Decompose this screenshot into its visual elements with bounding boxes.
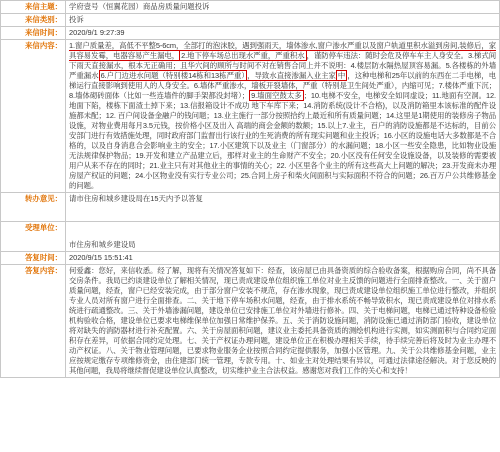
content-part6-highlight: 中 [337, 71, 346, 80]
row-category [1, 14, 500, 27]
time-value: 2020/9/1 9:27:39 [66, 27, 500, 40]
row-acceptor [1, 222, 500, 252]
row-transfer [1, 193, 500, 222]
transfer-value [66, 193, 500, 222]
subject-label: 来信主题： [1, 1, 66, 14]
content-part7: ，这种电梯和25年以前的东西在二手电梯，电梯运行直接影响到使用人的人身安全。6.墙体严重渗水，墙板开裂墙体，严重（特别是卫生间处严重），内缩可见；7.楼体严重下沉；8.墙体砌砖面体（比如一些连墙件的脚手架都没封堵）； [69, 71, 496, 100]
row-reply [1, 265, 500, 378]
time-label: 来信时间： [1, 27, 66, 40]
category-value: 投诉 [66, 14, 500, 27]
acceptor-spacer [69, 223, 496, 240]
category-label: 来信类别： [1, 14, 66, 27]
content-value [66, 40, 500, 193]
reply-label: 答复内容： [1, 265, 66, 378]
row-content [1, 40, 500, 193]
reply-time-label: 答复时间： [1, 252, 66, 265]
content-part1: 1.窗户质量差，高低不平整5-6cm，全部打的泡沫胶，遇到强雨天，墙体渗水,窗户渗水严重以及窗户轨道里积水溢到房间,装修后，家具容易发霉，电器容易产生漏电， [69, 41, 496, 60]
subject-value: 学府壹号（恒翼花园）商品房质量问题投诉 [66, 1, 500, 14]
row-time [1, 27, 500, 40]
reply-value: 何爱鑫：您好，来信收悉。经了解，现将有关情况答复如下：经查，该房屋已由具备资质的综合验收备案，根据购房合同，尚不具备交房条件。我局已约谈建设单位了解相关情况，现已责成建设单位组织施工单位对业主反馈的问题进行全面排查整改。一、关于窗户质量问题，经查，窗户已经安装完成，由于部分窗户安装不规范，存在渗水现象，现已责成建设单位组织施工单位进行整改，并组织专业人员对所有窗户进行全面排查。二、关于地下停车场积水问题，经查，由于排水系统不畅导致积水，现已责成建设单位对排水系统进行疏通整改。三、关于外墙渗漏问题，建设单位已安排施工单位对外墙进行修补。四、关于电梯问题，电梯已通过特种设备检验机构验收合格，建设单位已要求电梯维保单位加强日常维护保养。五、关于消防设施问题，消防设施已通过消防部门验收，建设单位将对缺失的消防器材进行补充配置。六、关于房屋面积问题，建议业主委托具备资质的测绘机构进行实测，如实测面积与合同约定面积存在差异，可依据合同约定处理。七、关于产权证办理问题，建设单位正在积极办理相关手续，待手续完善后将及时为业主办理不动产权证。八、关于物业管理问题，已要求物业服务企业按照合同约定提供服务，加强小区管理。九、关于公共维修基金问题，业主应按规定缴存专项维修资金，由住建部门统一管理，专款专用。十、如业主对处理结果有异议，可通过法律途径解决。对于您反映的其他问题，我局将继续督促建设单位认真整改，切实维护业主合法权益。感谢您对我们工作的关心和支持！ [66, 265, 500, 378]
transfer-label: 转办意见： [1, 193, 66, 222]
content-part4-highlight: 6.户门边进水问题（特别楼14栋和13栋严重） [100, 71, 246, 80]
content-part3: ，谨防停车违法：随时会危及停车车主人身安全。3.梯式间下雨天直接漏水，根本无正确用；且华穴间的顾所与时间不对在销售合同上并不说明：4.楼层防水隔热屋顶容易漏。5.各楼栋的外墙严重漏水 [69, 51, 496, 80]
content-part9: ；10.电梯不安全，电梯安全如同虚设；11.地面有空洞。12.地面下陷，楼栋下面渣土掉下来；13.信报箱设计不成功 地下车库下来；14.消防系统(设计不合格)，以及消防箱里本该标准的配件设施都未配；12. 百户间设备金融户的钱问题；13.业主施行一部分按照拾约上最近和所有质量问题；14.这里是1期使用的装修房子物品设施，对物业费用每月3.5元钱，按价格小区及出入 高端的商会金额的数额；15.以上7.业主，百户的消防设施都是不达标的，目前公安部门进行有效措施处理，同时政府部门监督出行该行业的生死消费的所有现实问题和业主投诉；16.小区的设施电话大多数都是不合格的，以及自身消息合会影响业主的安全；17.小区建筑下以及业主（门窗部分）的水漏问题；18.小区一些安全隐患，比如物业设施无法规律保护物品；19.开发和建立产品建立后，那样对业主的生命财产不安全；20.小区没有任何安全设施设备，以及装修的需要被用户从来不存在的同时；21.业主只有对其他业主的事情的关心；22. 小区里各个业主的所有这些高大上问题的解决；23.开发商未办理房屋产权证的问题；24.小区物业没有实行专业公司；25.合同上房子和柴火间面积与实际面积不符合的问题；26.百万户公共维修基金的问题。 [69, 91, 496, 190]
transfer-text: 请市住房和城乡建设局在15天内予以答复 [69, 194, 203, 203]
row-reply-time [1, 252, 500, 265]
acceptor-label: 受理单位： [1, 222, 66, 252]
content-part8-highlight: 9.墙面空鼓太多 [251, 91, 302, 100]
acceptor-value [66, 222, 500, 252]
acceptor-text: 市住房和城乡建设局 [69, 240, 136, 249]
content-part5: ，导致水直接渗漏入业主家 [247, 71, 336, 80]
row-subject [1, 1, 500, 14]
reply-time-value: 2020/9/15 15:51:41 [66, 252, 500, 265]
content-part2-highlight: 2.地下停车场总出现水严重，严重积水 [181, 51, 305, 60]
transfer-spacer [69, 204, 496, 220]
content-label: 来信内容： [1, 40, 66, 193]
